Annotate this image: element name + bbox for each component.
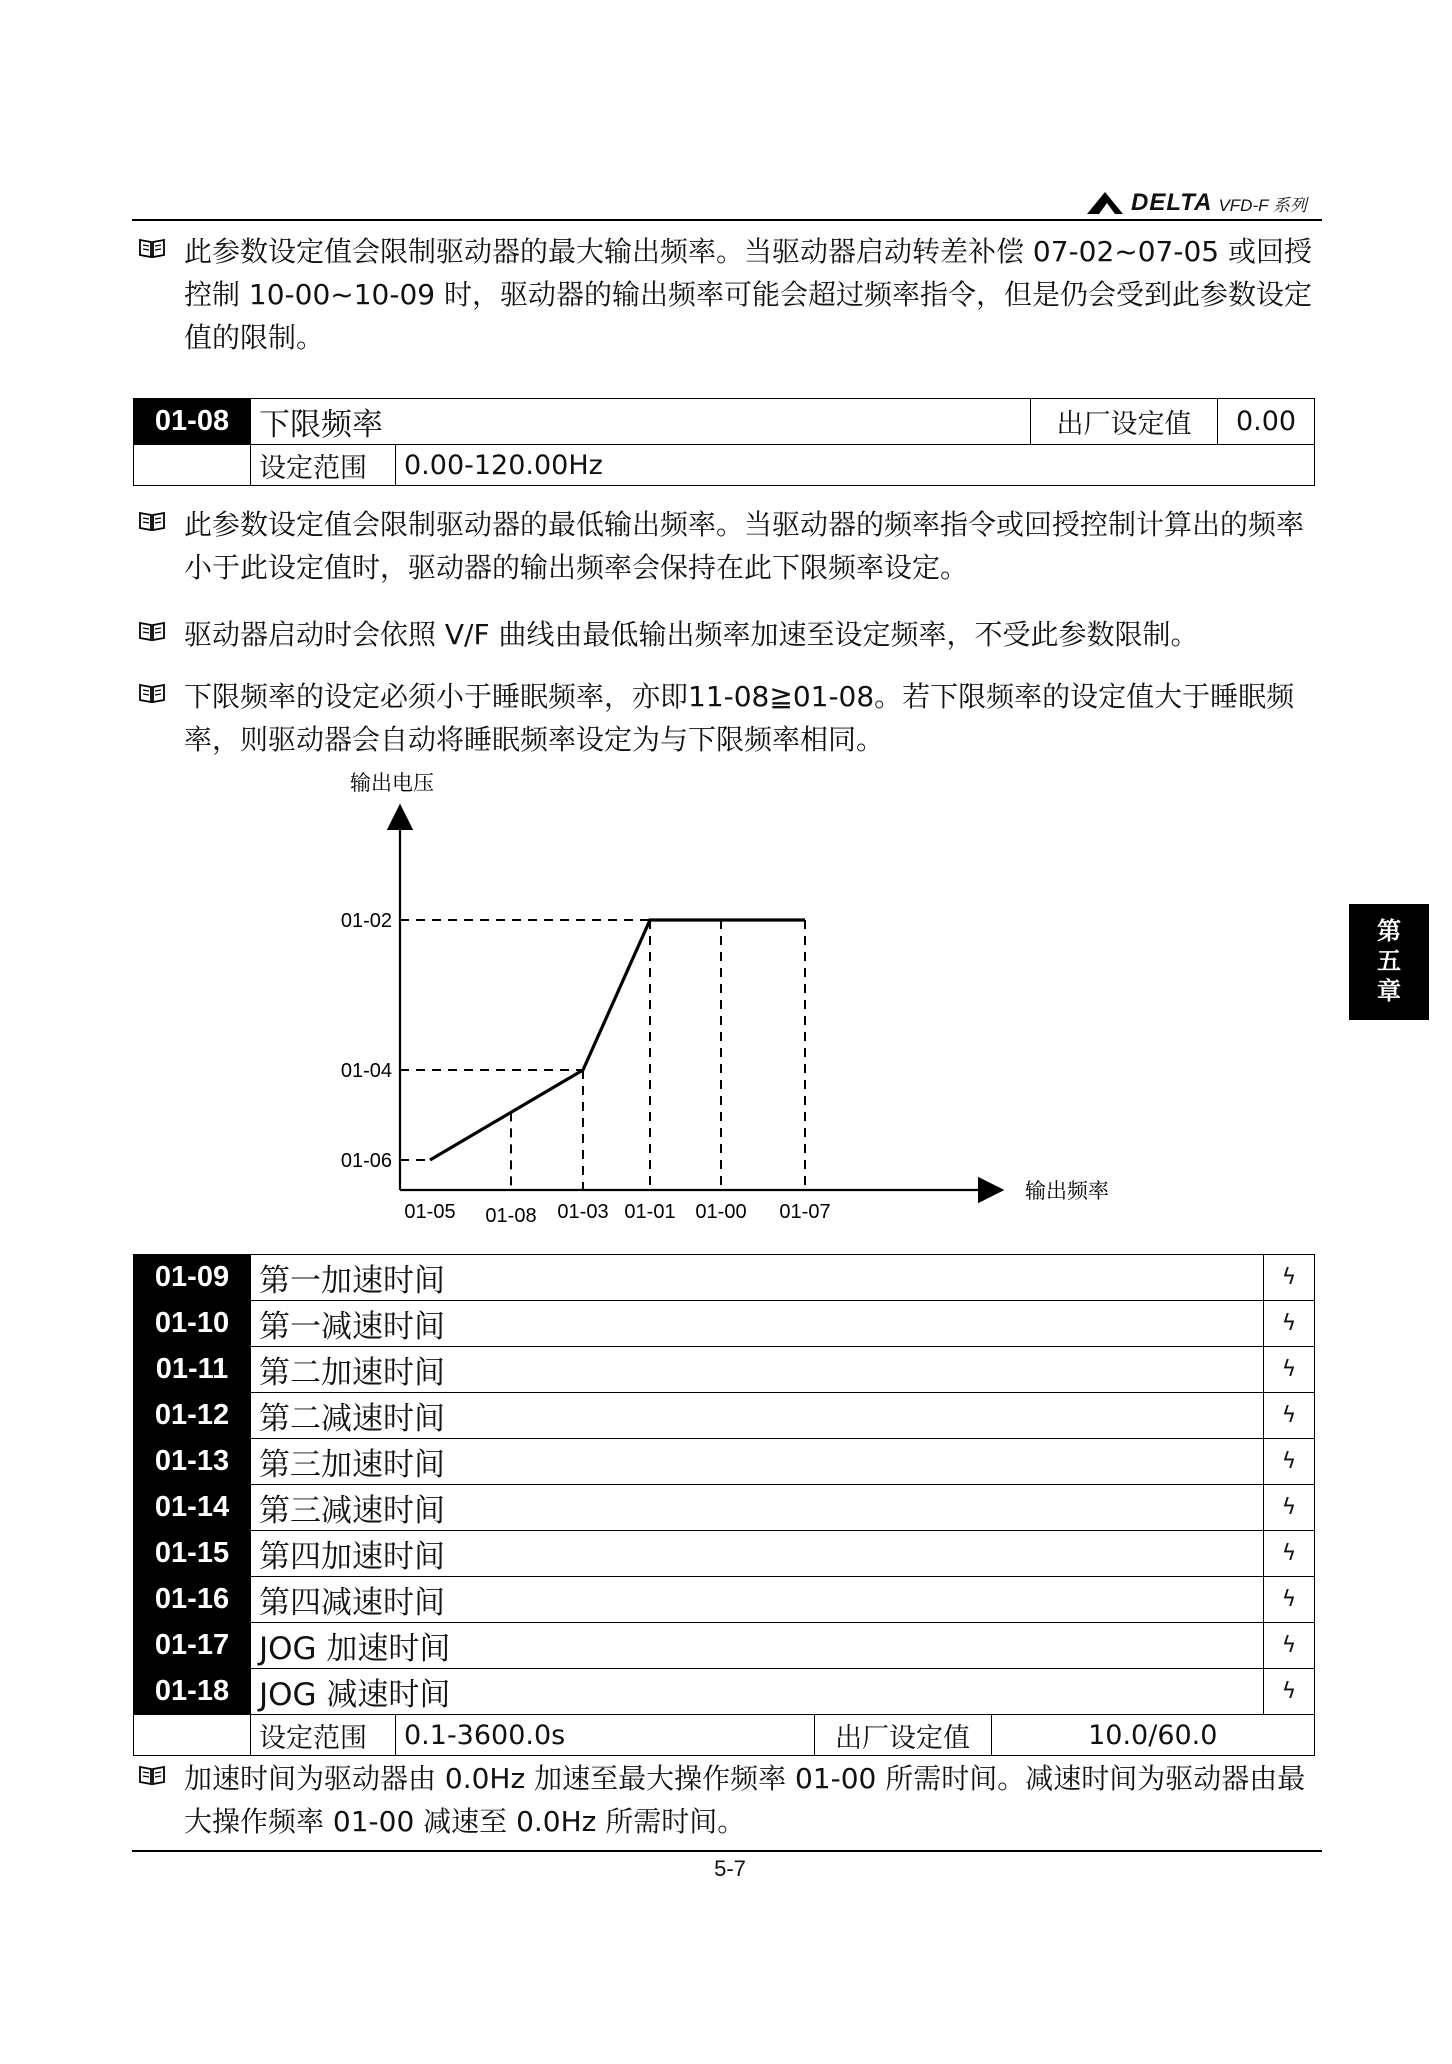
range-label: 设定范围 <box>251 445 396 486</box>
note-paragraph <box>138 503 1318 589</box>
runtime-change-icon: ϟ <box>1264 1301 1315 1347</box>
x-tick-label: 01-03 <box>557 1201 609 1223</box>
param-code: 01-14 <box>134 1485 251 1531</box>
runtime-change-icon: ϟ <box>1264 1255 1315 1301</box>
chapter-tab-line: 第 <box>1377 917 1401 945</box>
chapter-tab-line: 章 <box>1377 977 1401 1005</box>
runtime-change-icon: ϟ <box>1264 1669 1315 1715</box>
param-code: 01-08 <box>134 399 251 445</box>
param-name: 第二减速时间 <box>251 1393 1264 1439</box>
runtime-change-icon: ϟ <box>1264 1393 1315 1439</box>
empty-cell <box>134 445 251 486</box>
y-tick-label: 01-02 <box>340 910 392 932</box>
param-code: 01-12 <box>134 1393 251 1439</box>
range-value: 0.00-120.00Hz <box>396 445 1315 486</box>
param-name: 第二加速时间 <box>251 1347 1264 1393</box>
param-name: 第四减速时间 <box>251 1577 1264 1623</box>
x-tick-label: 01-00 <box>695 1201 747 1223</box>
param-name: 第一减速时间 <box>251 1301 1264 1347</box>
y-tick-label: 01-04 <box>340 1060 392 1082</box>
runtime-change-icon: ϟ <box>1264 1531 1315 1577</box>
note-text: 下限频率的设定必须小于睡眠频率，亦即11-08≧01-08。若下限频率的设定值大于睡眠频率，则驱动器会自动将睡眠频率设定为与下限频率相同。 <box>184 680 1295 756</box>
guide-lines <box>400 920 805 1190</box>
param-code: 01-11 <box>134 1347 251 1393</box>
default-label: 出厂设定值 <box>814 1715 991 1756</box>
param-code: 01-17 <box>134 1623 251 1669</box>
param-name: JOG 加速时间 <box>251 1623 1264 1669</box>
param-code: 01-09 <box>134 1255 251 1301</box>
note-paragraph <box>138 613 1318 656</box>
note-text: 此参数设定值会限制驱动器的最大输出频率。当驱动器启动转差补偿 07-02~07-05 或回授控制 10-00~10-09 时，驱动器的输出频率可能会超过频率指令，但是仍会受到此参数设定值的限制。 <box>184 235 1312 354</box>
default-value: 0.00 <box>1218 399 1315 445</box>
param-code: 01-15 <box>134 1531 251 1577</box>
runtime-change-icon: ϟ <box>1264 1485 1315 1531</box>
note-text: 加速时间为驱动器由 0.0Hz 加速至最大操作频率 01-00 所需时间。减速时间为驱动器由最大操作频率 01-00 减速至 0.0Hz 所需时间。 <box>184 1762 1306 1838</box>
note-paragraph <box>138 675 1318 761</box>
header-rule <box>132 219 1322 221</box>
runtime-change-icon: ϟ <box>1264 1577 1315 1623</box>
note-paragraph <box>138 230 1318 359</box>
param-code: 01-13 <box>134 1439 251 1485</box>
chapter-tab <box>1349 904 1429 1020</box>
x-tick-label: 01-05 <box>404 1201 456 1223</box>
y-tick-label: 01-06 <box>340 1150 392 1172</box>
x-tick-label: 01-01 <box>624 1201 676 1223</box>
vf-curve-chart <box>300 760 1160 1240</box>
param-code: 01-16 <box>134 1577 251 1623</box>
param-code: 01-18 <box>134 1669 251 1715</box>
y-axis-label: 输出电压 <box>350 772 434 795</box>
range-value: 0.1-3600.0s <box>396 1715 815 1756</box>
tick-labels <box>341 910 831 1227</box>
param-name: JOG 减速时间 <box>251 1669 1264 1715</box>
brand-series: VFD-F 系列 <box>1218 195 1307 215</box>
empty-cell <box>134 1715 251 1756</box>
brand-header <box>1085 190 1307 216</box>
accel-param-table <box>133 1254 1315 1756</box>
book-icon <box>138 510 166 532</box>
param-name: 第一加速时间 <box>251 1255 1264 1301</box>
runtime-change-icon: ϟ <box>1264 1439 1315 1485</box>
x-tick-label: 01-08 <box>485 1205 537 1227</box>
runtime-change-icon: ϟ <box>1264 1623 1315 1669</box>
x-axis-label: 输出频率 <box>1025 1180 1109 1203</box>
param-name: 第四加速时间 <box>251 1531 1264 1577</box>
chapter-tab-line: 五 <box>1377 947 1401 975</box>
param-name: 下限频率 <box>251 399 1031 445</box>
default-label: 出厂设定值 <box>1031 399 1218 445</box>
footer-rule <box>132 1850 1322 1852</box>
note-text: 此参数设定值会限制驱动器的最低输出频率。当驱动器的频率指令或回授控制计算出的频率小于此设定值时，驱动器的输出频率会保持在此下限频率设定。 <box>184 508 1305 584</box>
param-code: 01-10 <box>134 1301 251 1347</box>
book-icon <box>138 682 166 704</box>
note-text: 驱动器启动时会依照 V/F 曲线由最低输出频率加速至设定频率，不受此参数限制。 <box>184 618 1199 651</box>
range-label: 设定范围 <box>251 1715 396 1756</box>
param-name: 第三减速时间 <box>251 1485 1264 1531</box>
book-icon <box>138 1764 166 1786</box>
vf-series-line <box>430 920 805 1160</box>
brand-name: DELTA <box>1131 189 1213 216</box>
book-icon <box>138 620 166 642</box>
runtime-change-icon: ϟ <box>1264 1347 1315 1393</box>
book-icon <box>138 237 166 259</box>
page-number: 5-7 <box>714 1856 746 1881</box>
param-0108-table <box>133 398 1315 486</box>
note-paragraph <box>138 1757 1318 1843</box>
default-value: 10.0/60.0 <box>991 1715 1314 1756</box>
delta-logo-icon <box>1085 190 1125 216</box>
x-tick-label: 01-07 <box>779 1201 831 1223</box>
param-name: 第三加速时间 <box>251 1439 1264 1485</box>
